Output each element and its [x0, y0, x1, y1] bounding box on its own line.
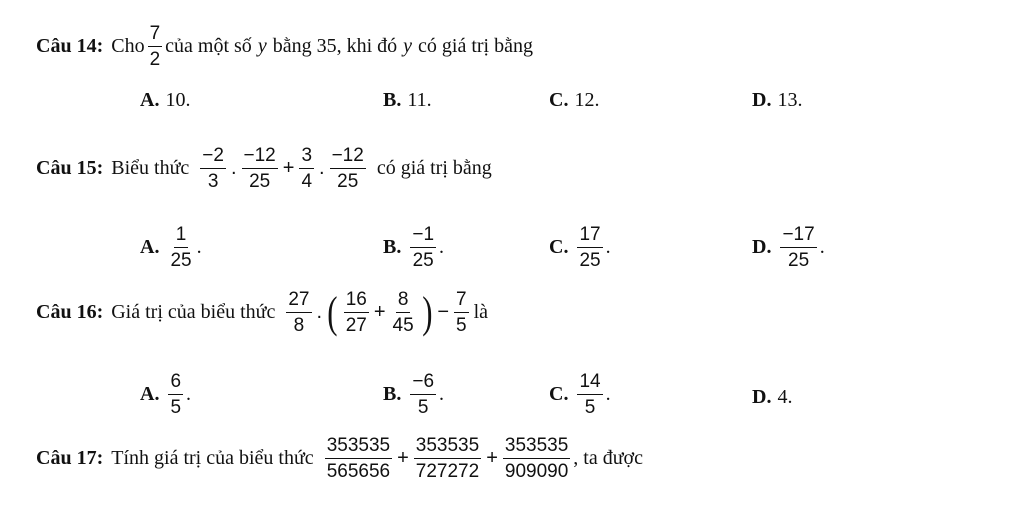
operator: − — [437, 301, 450, 323]
option-c[interactable]: C. 12. — [549, 89, 600, 111]
variable: y — [257, 35, 267, 57]
left-paren: ( — [327, 287, 338, 337]
option-d[interactable]: D. 4. — [752, 386, 793, 408]
option-b[interactable]: B. 11. — [383, 89, 432, 111]
question-16 — [36, 287, 489, 337]
operator: . — [319, 157, 325, 179]
fraction: $\frac{7}{5}$ — [456, 289, 467, 336]
operator: + — [397, 447, 409, 469]
option-b[interactable]: B. $\frac{-1}{25}$ . — [383, 224, 445, 271]
fraction: $\frac{3}{4}$ — [301, 145, 313, 192]
option-b[interactable]: B. $\frac{-6}{5}$ . — [383, 371, 445, 418]
option-a[interactable]: A. $\frac{1}{25}$ . — [140, 224, 202, 271]
fraction: $\frac{8}{45}$ — [392, 289, 414, 336]
question-15 — [36, 146, 492, 191]
question-text: có giá trị bằng — [376, 157, 492, 179]
fraction: $\frac{16}{27}$ — [345, 289, 367, 336]
question-text: , ta được — [573, 447, 644, 469]
option-d[interactable]: D. 13. — [752, 89, 803, 111]
question-text: có giá trị bằng — [418, 35, 533, 57]
question-14 — [36, 24, 533, 69]
previous-question-remnant — [0, 0, 1024, 4]
question-label: Câu 14: — [36, 35, 104, 57]
right-paren: ) — [421, 287, 433, 337]
fraction: $\frac{353535}{909090}$ — [504, 435, 569, 482]
question-label: Câu 17: — [36, 447, 104, 469]
question-text: là — [473, 301, 489, 323]
option-d[interactable]: D. $\frac{-17}{25}$ . — [752, 224, 825, 271]
operator: . — [230, 157, 237, 179]
option-a[interactable]: A. $\frac{6}{5}$ . — [140, 371, 192, 418]
question-text: Tính giá trị của biểu thức — [111, 447, 314, 469]
option-a[interactable]: A. 10. — [140, 89, 191, 111]
question-text: bằng 35, khi đó — [272, 35, 398, 57]
fraction: $\frac{7}{2}$ — [149, 23, 161, 70]
fraction: $\frac{27}{8}$ — [288, 289, 310, 336]
question-text: của một số — [165, 35, 252, 57]
question-text: Cho — [111, 35, 145, 57]
question-label: Câu 16: — [36, 301, 104, 323]
fraction: $\frac{-12}{25}$ — [331, 145, 364, 192]
fraction: $\frac{353535}{565656}$ — [326, 435, 391, 482]
question-text: Biểu thức — [111, 157, 190, 179]
operator: + — [486, 447, 498, 469]
option-c[interactable]: C. $\frac{14}{5}$ . — [549, 371, 611, 418]
fraction: $\frac{-12}{25}$ — [243, 145, 276, 192]
fraction: $\frac{353535}{727272}$ — [415, 435, 480, 482]
operator: + — [282, 157, 295, 179]
variable: y — [403, 35, 413, 57]
question-17 — [36, 436, 643, 481]
question-label: Câu 15: — [36, 157, 104, 179]
question-text: Giá trị của biểu thức — [111, 301, 276, 323]
operator: + — [373, 301, 386, 323]
operator: . — [316, 301, 323, 323]
fraction: $\frac{-2}{3}$ — [202, 145, 224, 192]
option-c[interactable]: C. $\frac{17}{25}$ . — [549, 224, 611, 271]
